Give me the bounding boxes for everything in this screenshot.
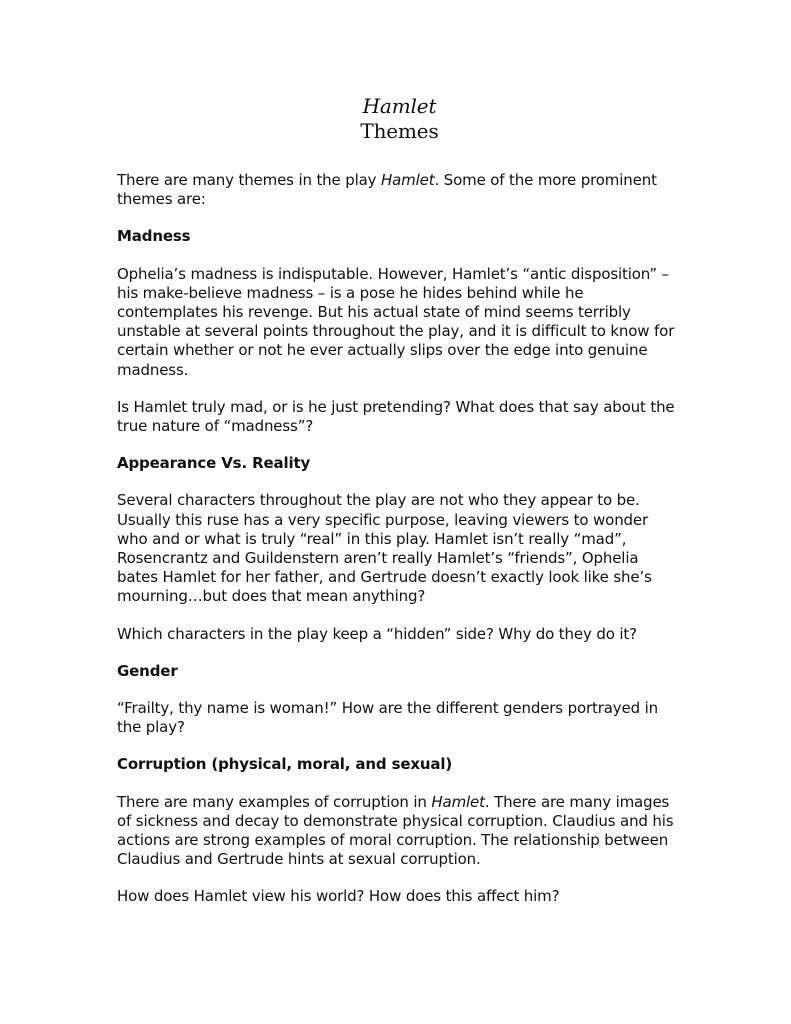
corruption-text-after: . There are many images of sickness and decay to demonstrate physical corruption. Claudius and his actions are strong examples of moral corruption. The relationship between Claudius and Gertrude hints at sexual corruption. [117, 792, 674, 869]
section-heading-corruption: Corruption (physical, moral, and sexual) [117, 755, 453, 774]
madness-paragraph-1: Ophelia’s madness is indisputable. However, Hamlet’s “antic disposition” – his make-believe madness – is a pose he hides behind while he contemplates his revenge. But his actual state of mind seems terribly unstable at several points throughout the play, and it is difficult to know for certain whether or not he ever actually slips over the edge into genuine madness. [117, 264, 675, 379]
intro-play-title: Hamlet [381, 171, 435, 189]
document-subtitle: Themes [360, 119, 439, 143]
section-heading-gender: Gender [117, 661, 178, 680]
document-title: Hamlet [362, 94, 437, 118]
intro-paragraph [117, 171, 682, 209]
section-heading-madness: Madness [117, 227, 191, 246]
intro-text-after: . Some of the more prominent themes are: [117, 171, 657, 209]
madness-paragraph-2: Is Hamlet truly mad, or is he just pretending? What does that say about the true nature of “madness”? [117, 397, 675, 436]
corruption-paragraph-1 [117, 793, 682, 870]
corruption-text-before: There are many examples of corruption in [117, 792, 432, 811]
gender-paragraph-1: “Frailty, thy name is woman!” How are the different genders portrayed in the play? [117, 699, 658, 737]
corruption-play-title: Hamlet [431, 792, 485, 811]
appearance-paragraph-1: Several characters throughout the play are not who they appear to be. Usually this ruse has a very specific purpose, leaving viewers to wonder who and or what is truly “real” in this play. Hamlet isn’t really “mad”, Rosencrantz and Guildenstern aren’t really Hamlet’s “friends”, Ophelia bates Hamlet for her father, and Gertrude doesn’t exactly look like she’s mourning…but does that mean anything? [117, 491, 652, 606]
appearance-paragraph-2: Which characters in the play keep a “hidden” side? Why do they do it? [117, 624, 637, 643]
document-page [117, 94, 682, 925]
intro-text-before: There are many themes in the play [117, 171, 382, 189]
corruption-paragraph-2: How does Hamlet view his world? How does this affect him? [117, 887, 560, 906]
title-block [117, 94, 682, 144]
section-heading-appearance-vs-reality: Appearance Vs. Reality [117, 454, 311, 473]
